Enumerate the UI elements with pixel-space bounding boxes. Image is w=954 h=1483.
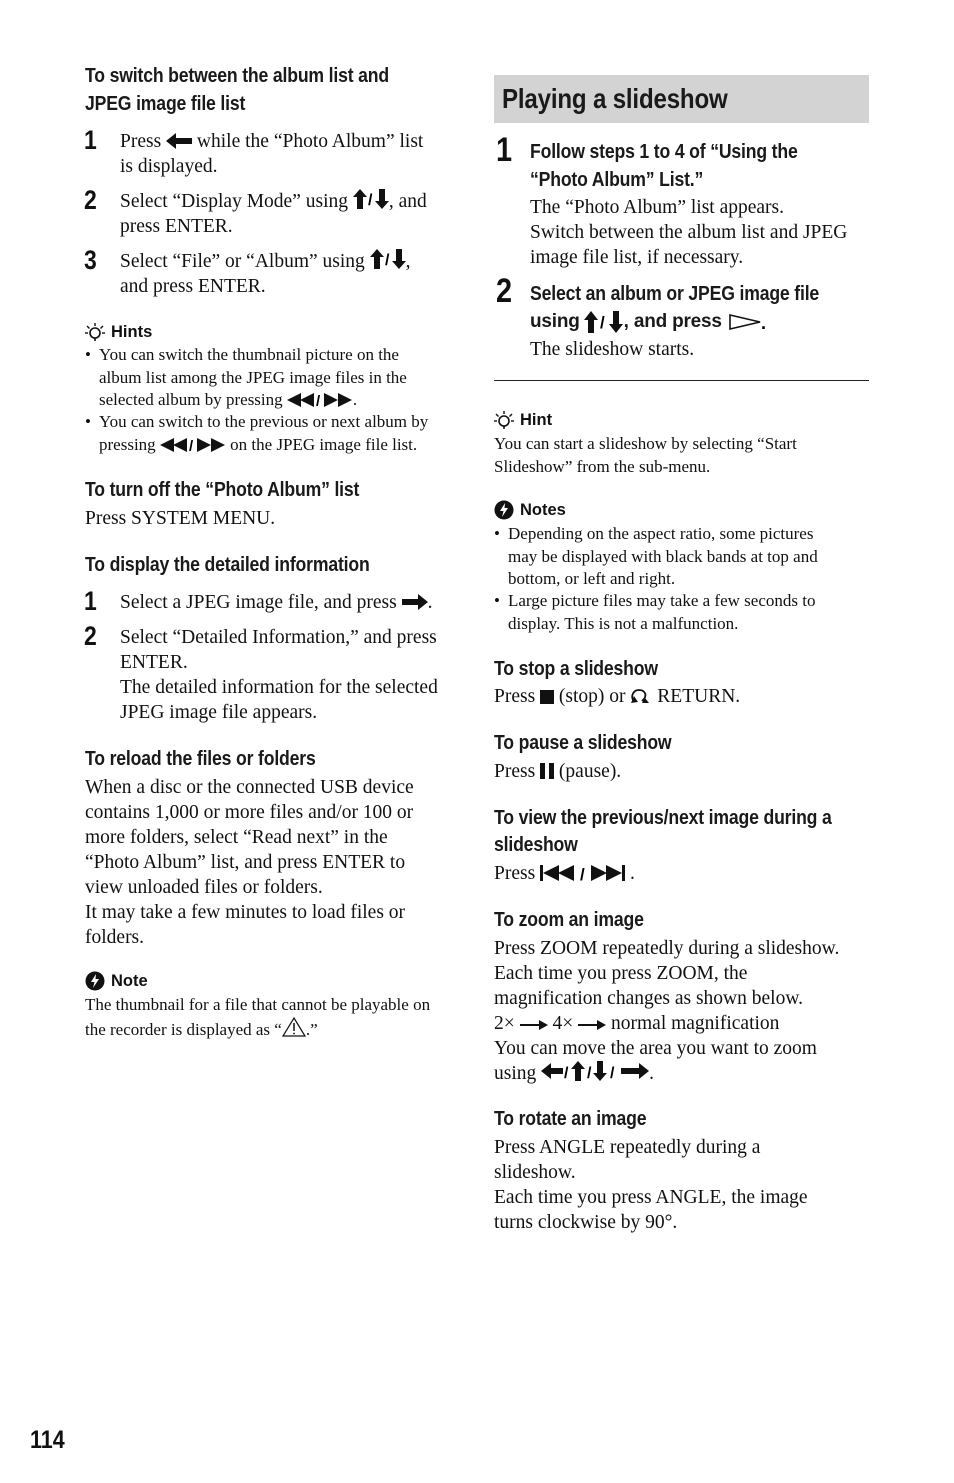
body-text: Press ANGLE repeatedly during a slideshow. Each time you press ANGLE, the image turns clockwise by 90°. [494,1137,808,1233]
page-number: 114 [30,1426,65,1454]
step-title: Follow steps 1 to 4 of “Using the [530,140,798,163]
body-text: You can move the area you want to zoom using / / / . [494,1038,817,1084]
divider [494,380,869,381]
step-text: The slideshow starts. [530,339,695,360]
arrow-right-icon [520,1019,548,1031]
arrow-up-down-icon [584,311,624,333]
svg-text:/: / [188,437,194,452]
body-text: Press (pause). [494,761,622,782]
body-text: Press SYSTEM MENU. [85,508,276,529]
svg-text:/: / [580,865,585,881]
arrow-right-icon [402,594,428,610]
section-title-pause: To pause a slideshow [494,731,672,754]
section-title-prevnext: To view the previous/next image during a [494,806,832,829]
hint-text: You can start a slideshow by selecting “Start Slideshow” from the sub-menu. [494,434,797,476]
step-number: 2 [84,621,97,651]
rewind-fastforward-icon [287,393,353,407]
step-text: Select “Display Mode” using / , and press ENTER. [120,191,427,237]
arrow-left-icon [166,133,192,149]
arrow-right-icon [578,1019,606,1031]
svg-text:/: / [367,192,373,209]
section-title-switch-1: To switch between the album list and [85,64,390,87]
note-icon [494,500,514,520]
body-text: Press (stop) or RETURN. [494,686,741,707]
stop-icon [540,690,554,704]
step-number: 2 [496,272,513,310]
list-item: • Large picture files may take a few seconds to display. This is not a malfunction. [494,591,816,633]
step-number: 3 [84,245,97,275]
step-number: 1 [496,131,513,169]
arrow-up-down-icon [370,249,406,269]
section-title-rotate: To rotate an image [494,1107,647,1130]
warning-triangle-icon [282,1017,306,1037]
svg-text:/: / [315,393,321,407]
svg-text:/: / [564,1065,569,1081]
section-title-turnoff: To turn off the “Photo Album” list [85,478,360,501]
step-number: 1 [84,125,97,155]
section-title-switch-2: JPEG image file list [85,92,246,115]
step-title: Select an album or JPEG image file [530,282,820,305]
body-text: Press / . [494,863,635,884]
step-text: Select “Detailed Information,” and press ENTER. The detailed information for the selected JPEG image file appears. [120,627,438,723]
section-title-reload: To reload the files or folders [85,747,316,770]
section-title-prevnext-2: slideshow [494,833,578,856]
step-text: Select “File” or “Album” using / , and press ENTER. [120,251,411,297]
svg-text:.: . [760,313,766,331]
rewind-fastforward-icon [160,438,226,452]
svg-text:/: / [599,313,605,332]
section-title-detail: To display the detailed information [85,553,370,576]
section-title-zoom: To zoom an image [494,908,644,931]
note-icon [85,971,105,991]
step-text: Press while the “Photo Album” list is displayed. [120,131,424,177]
hint-heading: Hint [494,410,552,430]
note-heading: Note [85,971,148,991]
list-item: • You can switch the thumbnail picture on the album list among the JPEG image files in the selected album by pressing / . [85,345,407,409]
step-text: The “Photo Album” list appears. Switch between the album list and JPEG image file list, if necessary. [530,197,848,268]
previous-next-icon [540,865,630,881]
step-number: 1 [84,586,97,616]
svg-text:/: / [610,1065,615,1081]
play-icon [728,313,768,331]
lightbulb-icon [85,322,105,342]
pause-icon [540,763,554,779]
svg-text:/: / [384,252,390,269]
step-title: “Photo Album” List.” [530,168,704,191]
step-text: Select a JPEG image file, and press . [120,592,433,613]
section-banner [494,75,869,123]
note-text: The thumbnail for a file that cannot be playable on the recorder is displayed as “ .” [85,995,431,1039]
body-text: Press ZOOM repeatedly during a slideshow. Each time you press ZOOM, the magnification changes as shown below. 2× 4× normal magnification [494,938,840,1034]
hints-heading: Hints [85,322,152,342]
section-title-stop: To stop a slideshow [494,657,658,680]
section-banner-title: Playing a slideshow [502,83,728,114]
list-item: • You can switch to the previous or next album by pressing / on the JPEG image file list. [85,412,429,454]
return-icon [630,688,652,704]
arrow-up-down-icon [353,189,389,209]
step-title-line: using / , and press . [530,311,766,332]
list-item: • Depending on the aspect ratio, some pictures may be displayed with black bands at top and bottom, or left and right. [494,524,818,588]
arrow-four-way-icon [541,1061,649,1081]
step-number: 2 [84,185,97,215]
svg-text:/: / [587,1065,592,1081]
lightbulb-icon [494,410,514,430]
notes-heading: Notes [494,500,566,520]
body-text: When a disc or the connected USB device contains 1,000 or more files and/or 100 or more folders, select “Read next” in the “Photo Album” list, and press ENTER to view unloaded files or folders. It may take a few minutes to load files or folders. [85,777,414,948]
